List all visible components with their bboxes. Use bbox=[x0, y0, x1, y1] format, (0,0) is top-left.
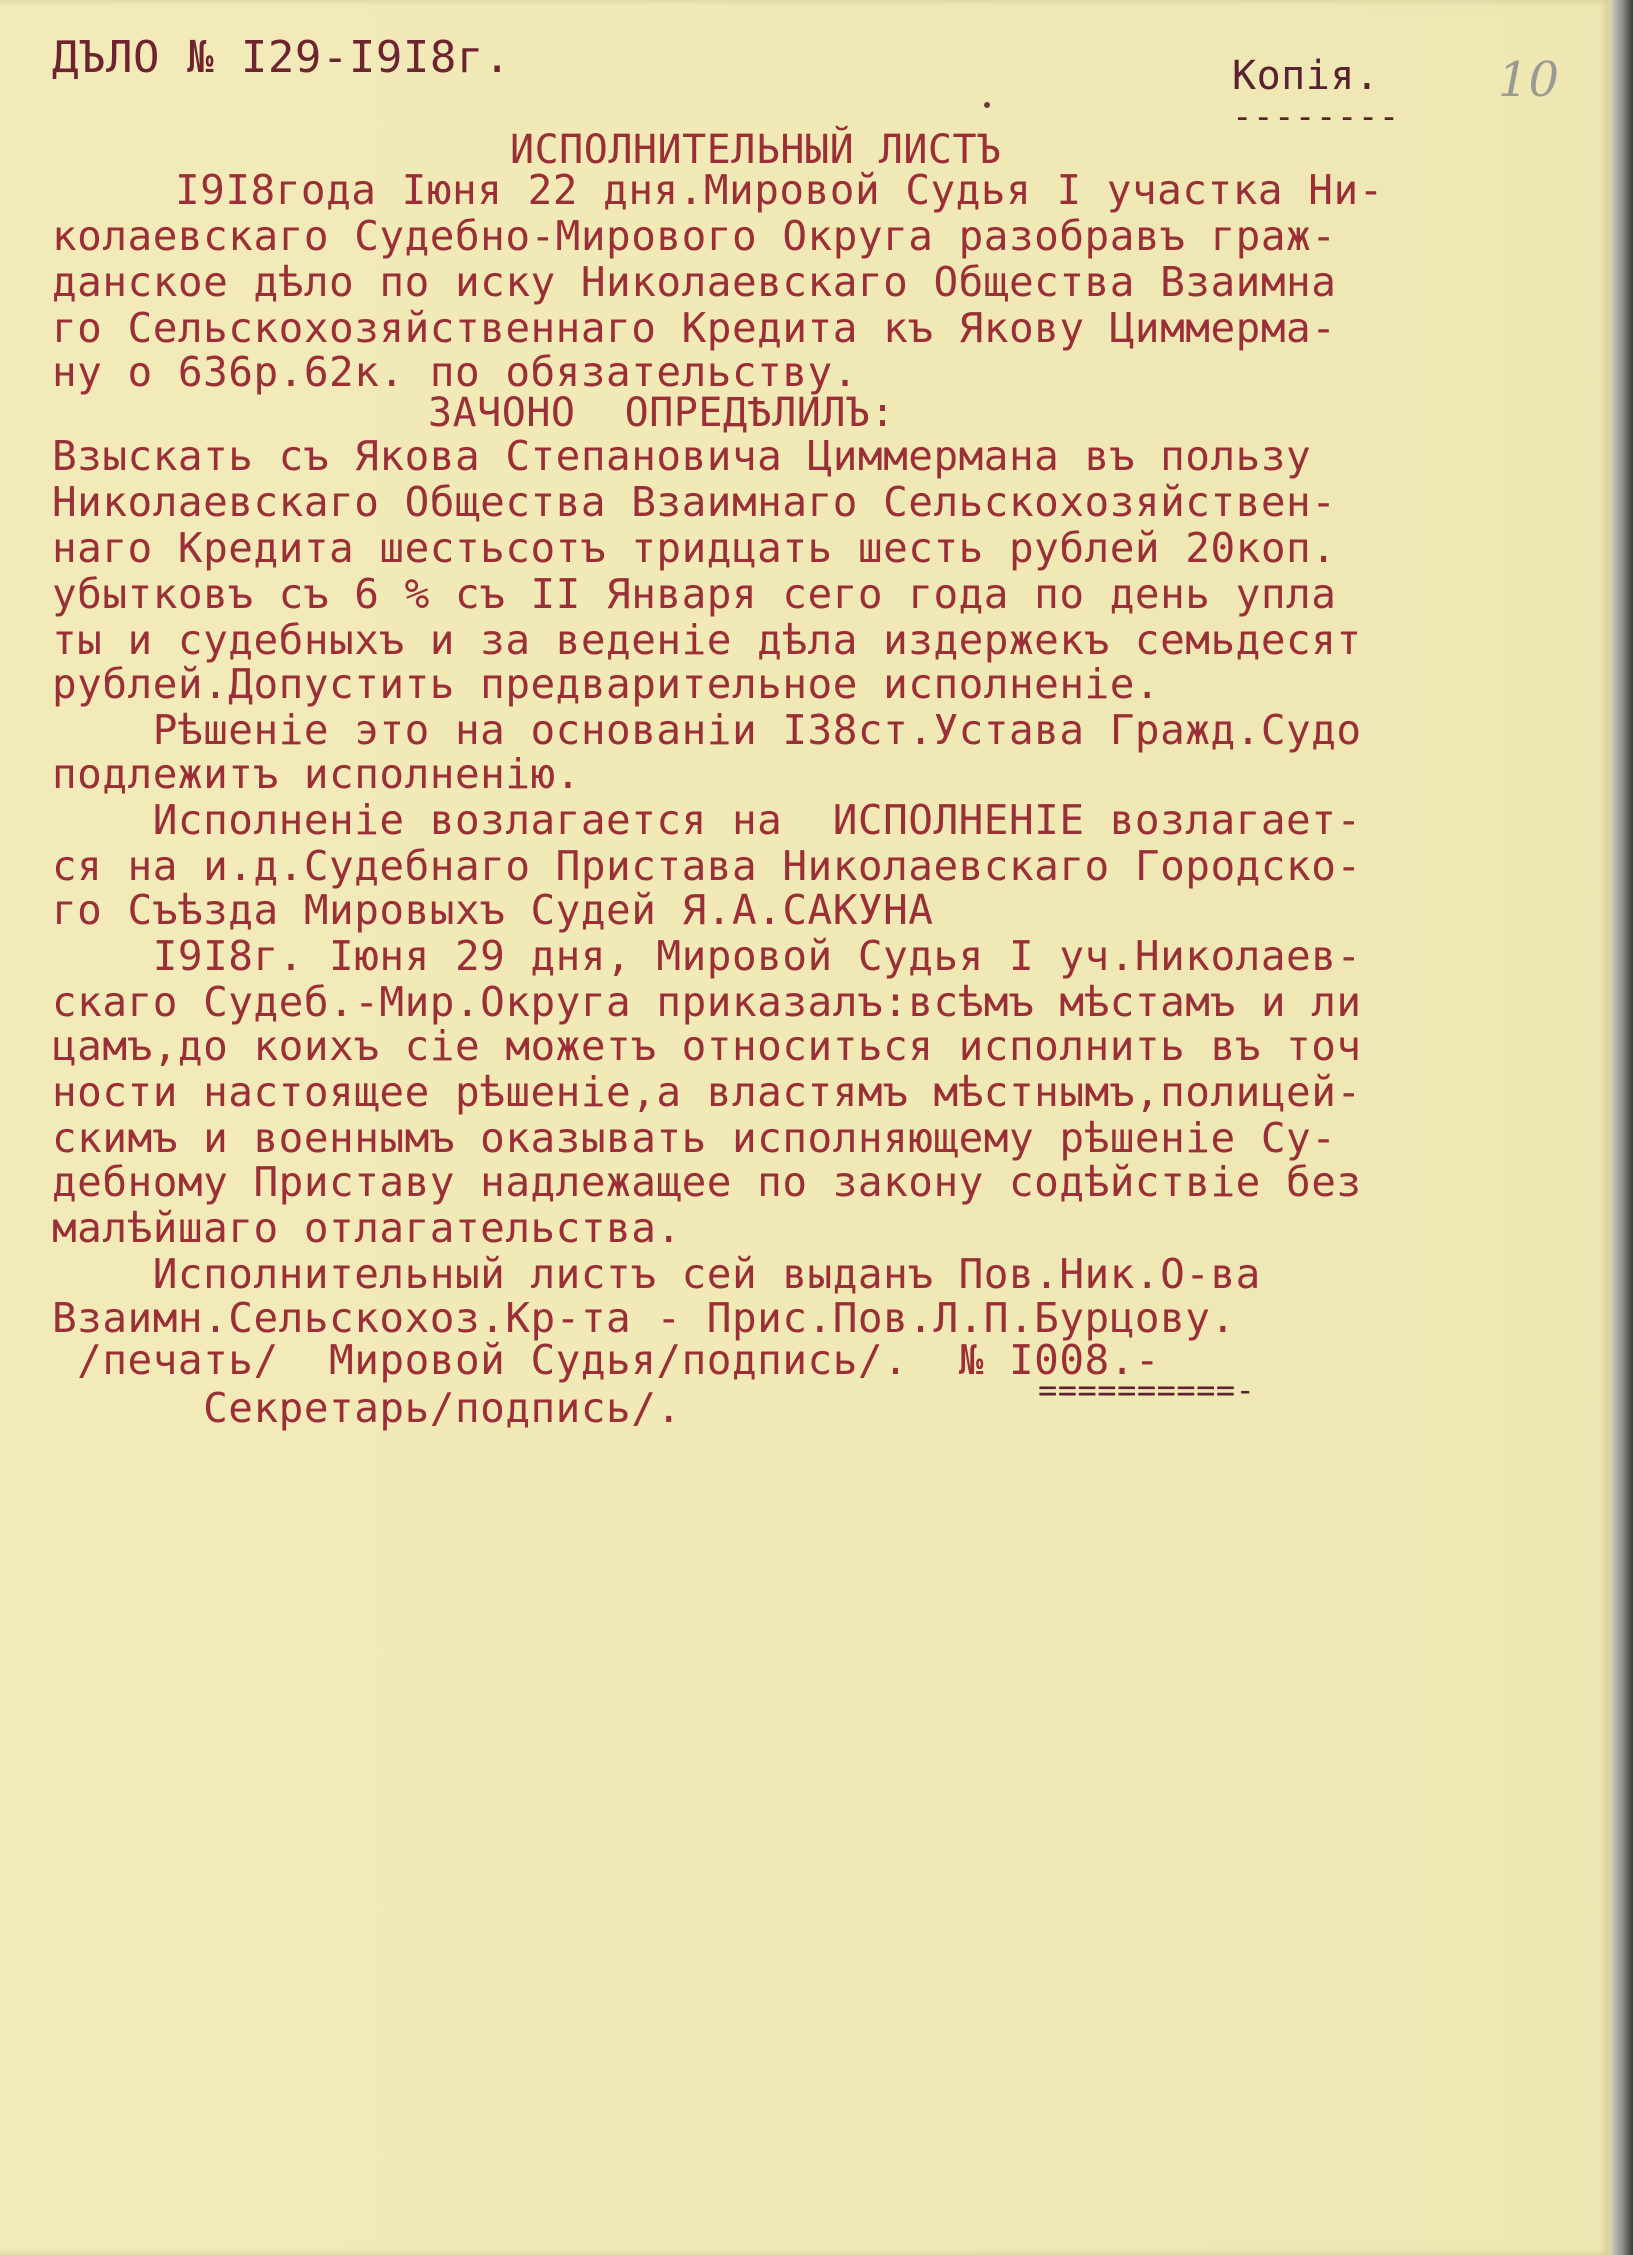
decision-line: наго Кредита шестьсотъ тридцать шесть рублей 20коп. bbox=[52, 524, 1337, 572]
decision-line: Исполнительный листъ сей выданъ Пов.Ник.О-ва bbox=[52, 1250, 1261, 1298]
document-title: ИСПОЛНИТЕЛЬНЫЙ ЛИСТЪ bbox=[510, 127, 1002, 173]
decision-line: Рѣшенiе это на основанiи I38ст.Устава Гражд.Судо bbox=[52, 706, 1362, 754]
intro-line: го Сельскохозяйственнаго Кредита къ Якову Циммерма- bbox=[52, 304, 1337, 352]
decision-line: убытковъ съ 6 % съ II Января сего года по день упла bbox=[52, 570, 1337, 618]
decision-line: малѣйшаго отлагательства. bbox=[52, 1204, 682, 1252]
intro-line: ну о 636р.62к. по обязательству. bbox=[52, 348, 858, 396]
case-number: ДЪЛО № I29-I9I8г. bbox=[52, 32, 511, 83]
decision-line: скимъ и военнымъ оказывать исполняющему рѣшенiе Су- bbox=[52, 1114, 1337, 1162]
decision-line: Взаимн.Сельскохоз.Кр-та - Прис.Пов.Л.П.Бурцову. bbox=[52, 1294, 1236, 1342]
decision-line: цамъ,до коихъ сiе можетъ относиться исполнить въ точ bbox=[52, 1022, 1362, 1070]
decision-line: Исполненiе возлагается на ИСПОЛНЕНIЕ возлагает- bbox=[52, 796, 1362, 844]
section-title: ЗАЧОНО ОПРЕДѢЛИЛЪ: bbox=[428, 390, 896, 436]
decision-line: Николаевскаго Общества Взаимнаго Сельскохозяйствен- bbox=[52, 478, 1337, 526]
decision-line: ты и судебныхъ и за веденiе дѣла издержекъ семьдесят bbox=[52, 616, 1362, 664]
decision-line: ности настоящее рѣшенiе,а властямъ мѣстнымъ,полицей- bbox=[52, 1068, 1362, 1116]
copy-label: Копiя. bbox=[1232, 53, 1380, 99]
decision-line: дебному Приставу надлежащее по закону содѣйствiе без bbox=[52, 1158, 1362, 1206]
intro-line: данское дѣло по иску Николаевскаго Общества Взаимна bbox=[52, 258, 1337, 306]
number-underline: ==========- bbox=[1038, 1371, 1256, 1409]
decision-line: подлежитъ исполненiю. bbox=[52, 750, 581, 798]
intro-line: I9I8года Iюня 22 дня.Мировой Судья I участка Ни- bbox=[175, 166, 1384, 214]
decision-line: I9I8г. Iюня 29 дня, Мировой Судья I уч.Николаев- bbox=[52, 932, 1362, 980]
scan-background-edge bbox=[1612, 0, 1633, 2255]
decision-line: го Съѣзда Мировыхъ Судей Я.А.САКУНА bbox=[52, 886, 934, 934]
decision-line: ся на и.д.Судебнаго Пристава Николаевскаго Городско- bbox=[52, 842, 1362, 890]
decision-line: Взыскать съ Якова Степановича Циммермана въ пользу bbox=[52, 432, 1312, 480]
ink-dot bbox=[984, 102, 990, 108]
signature-line: /печать/ Мировой Судья/подпись/. № I008.- bbox=[52, 1336, 1161, 1384]
intro-line: колаевскаго Судебно-Мирового Округа разобравъ граж- bbox=[52, 212, 1337, 260]
page-number: 10 bbox=[1498, 52, 1560, 108]
decision-line: скаго Судеб.-Мир.Округа приказалъ:всѣмъ мѣстамъ и ли bbox=[52, 978, 1362, 1026]
secretary-line: Секретарь/подпись/. bbox=[52, 1384, 682, 1432]
copy-underline: -------- bbox=[1232, 97, 1400, 137]
decision-line: рублей.Допустить предварительное исполненiе. bbox=[52, 660, 1161, 708]
